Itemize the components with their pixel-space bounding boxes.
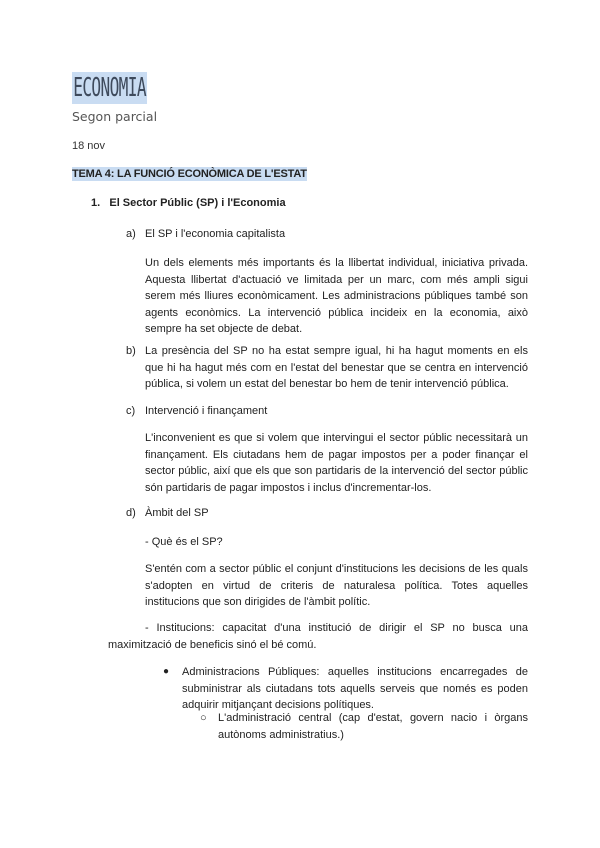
- item-d-title: Àmbit del SP: [145, 507, 209, 519]
- section-heading: [91, 197, 286, 209]
- item-d-question: - Què és el SP?: [145, 536, 223, 548]
- item-c-title: Intervenció i finançament: [145, 405, 268, 417]
- institutions-paragraph: - Institucions: capacitat d'una institució de dirigir el SP no busca una maximització de beneficis sinó el bé comú.: [108, 622, 528, 651]
- item-a-letter: a): [126, 228, 136, 240]
- item-a-title: El SP i l'economia capitalista: [145, 228, 286, 240]
- topic-heading: TEMA 4: LA FUNCIÓ ECONÒMICA DE L'ESTAT: [72, 168, 307, 180]
- date-label: 18 nov: [72, 140, 106, 152]
- section-number: 1.: [91, 197, 101, 209]
- sub-bullet-marker: ○: [200, 712, 207, 724]
- bullet-item-administracions: Administracions Públiques: aquelles institucions encarregades de subministrar als ciutadans tots aquells serveis que només es poden adquirir mitjançant decisions polítiques.: [182, 666, 528, 711]
- item-a-paragraph: Un dels elements més importants és la llibertat individual, iniciativa privada. Aquesta llibertat d'actuació ve limitada per un marc, com més ampli sigui serem més lliures econòmicament. Les administracions públiques també son agents econòmics. La intervenció pública incideix en la economia, això sempre ha set objecte de debat.: [145, 257, 528, 335]
- item-c-letter: c): [126, 405, 136, 417]
- bullet-marker: ●: [163, 666, 170, 677]
- item-d-letter: d): [126, 507, 136, 519]
- document-subtitle: Segon parcial: [72, 109, 158, 124]
- item-b-paragraph: La presència del SP no ha estat sempre igual, hi ha hagut moments en els que hi ha hagut més com en l'estat del benestar que se centra en intervenció pública, si volem un estat del benestar bo hem de tenir intervenció pública.: [145, 345, 528, 390]
- document-title: ECONOMIA: [73, 73, 146, 103]
- section-title: El Sector Públic (SP) i l'Economia: [109, 197, 286, 209]
- item-b-letter: b): [126, 345, 136, 357]
- sub-bullet-item-administracio-central: L'administració central (cap d'estat, govern nacio i òrgans autònoms administratius.): [218, 712, 528, 741]
- item-d-paragraph: S'entén com a sector públic el conjunt d'institucions les decisions de les quals s'adopten en virtud de criteris de naturalesa política. Totes aquelles institucions que son dirigides de l'àmbit polític.: [145, 563, 528, 608]
- item-c-paragraph: L'inconvenient es que si volem que intervingui el sector públic necessitarà un finançament. Els ciutadans hem de pagar impostos per a poder finançar el sector públic, així que els que son partidaris de la intervenció del sector públic són partidaris de pagar impostos i inclus d'incrementar-los.: [145, 432, 528, 494]
